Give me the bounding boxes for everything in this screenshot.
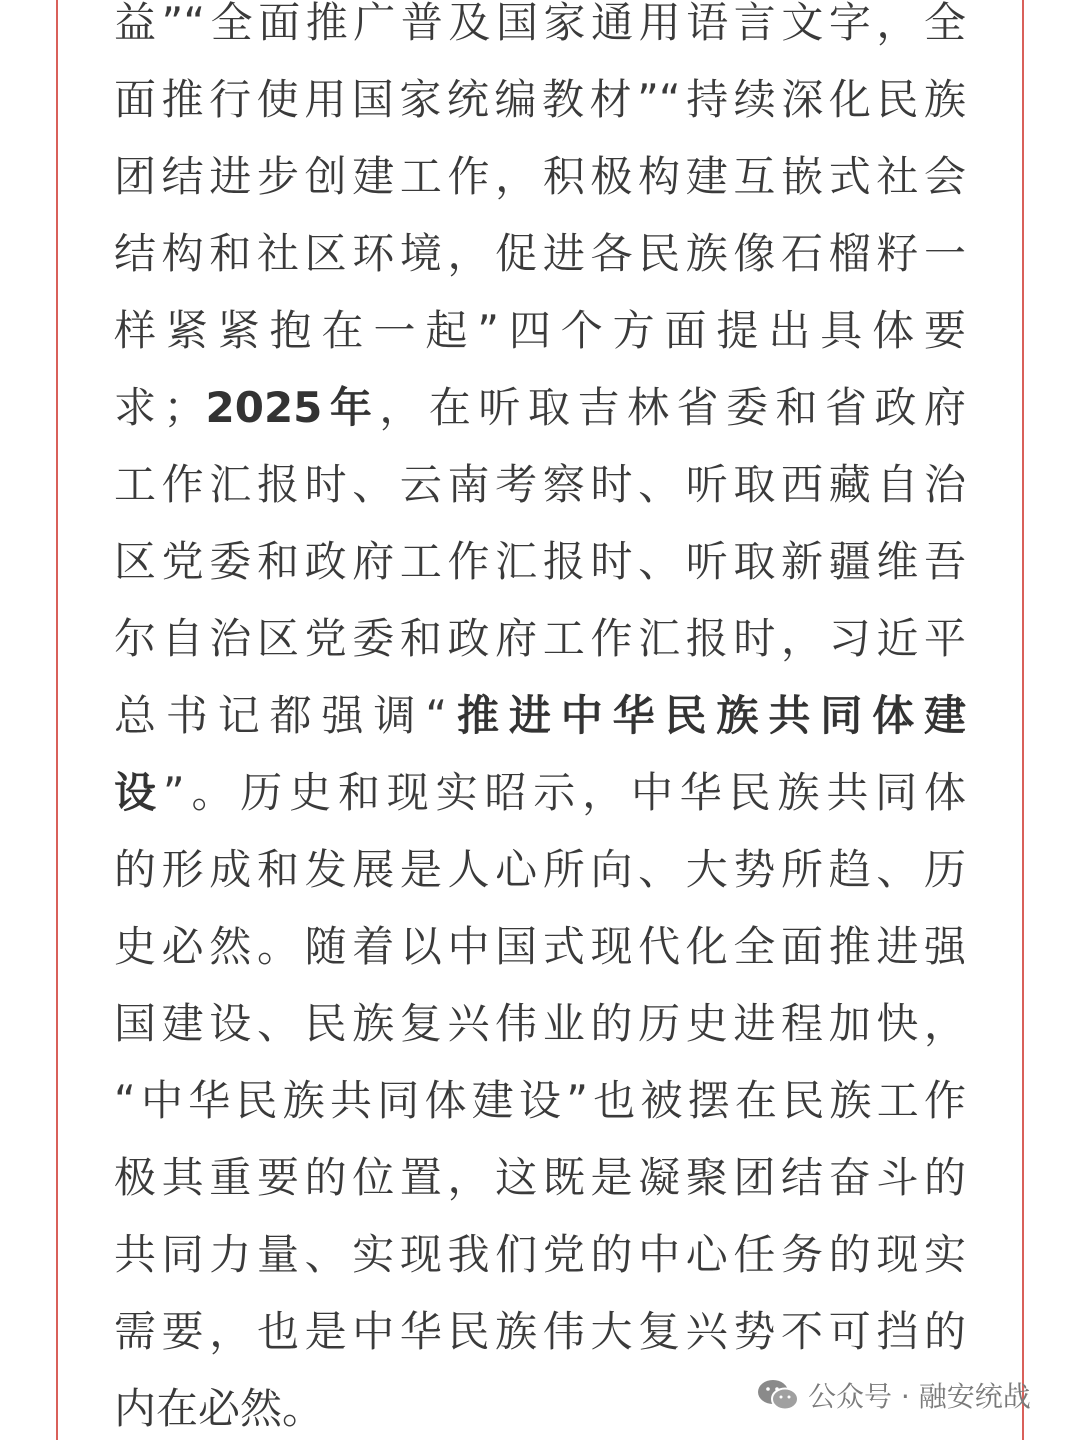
text-segment: 面推行使用国家统编教材”“持续深化民族 bbox=[114, 75, 966, 124]
text-line bbox=[114, 1139, 966, 1216]
text-segment: 区党委和政府工作汇报时、听取新疆维吾 bbox=[114, 537, 966, 586]
wechat-watermark bbox=[756, 1370, 1031, 1420]
bold-phrase: 推进中华民族共同体建 bbox=[447, 691, 966, 740]
text-line bbox=[114, 908, 966, 985]
text-line bbox=[114, 600, 966, 677]
text-segment: 史必然。随着以中国式现代化全面推进强 bbox=[114, 922, 966, 971]
text-segment: 内在必然。 bbox=[114, 1384, 325, 1433]
text-segment: 尔自治区党委和政府工作汇报时，习近平 bbox=[114, 614, 966, 663]
text-line bbox=[114, 677, 966, 754]
text-line bbox=[114, 138, 966, 215]
text-segment: 的形成和发展是人心所向、大势所趋、历 bbox=[114, 845, 966, 894]
text-segment: 结构和社区环境，促进各民族像石榴籽一 bbox=[114, 229, 966, 278]
text-segment: 国建设、民族复兴伟业的历史进程加快， bbox=[114, 999, 966, 1048]
text-line bbox=[114, 446, 966, 523]
text-segment: ”。历史和现实昭示，中华民族共同体 bbox=[162, 768, 966, 817]
text-line bbox=[114, 985, 966, 1062]
text-line bbox=[114, 754, 966, 831]
text-line bbox=[114, 831, 966, 908]
bold-phrase: 设 bbox=[114, 768, 163, 817]
text-segment: 求； bbox=[114, 383, 206, 432]
text-line bbox=[114, 1293, 966, 1370]
text-segment: 共同力量、实现我们党的中心任务的现实 bbox=[114, 1230, 966, 1279]
text-segment: 团结进步创建工作，积极构建互嵌式社会 bbox=[114, 152, 966, 201]
text-segment: ，在听取吉林省委和省政府 bbox=[379, 383, 966, 432]
article-body bbox=[114, 0, 966, 1447]
text-line bbox=[114, 0, 966, 61]
text-segment: 需要，也是中华民族伟大复兴势不可挡的 bbox=[114, 1307, 966, 1356]
text-line bbox=[114, 61, 966, 138]
text-segment: 总书记都强调“ bbox=[114, 691, 448, 740]
text-line bbox=[114, 1062, 966, 1139]
text-segment: 极其重要的位置，这既是凝聚团结奋斗的 bbox=[114, 1153, 966, 1202]
text-line bbox=[114, 215, 966, 292]
watermark-text: 公众号 · 融安统战 bbox=[808, 1380, 1031, 1413]
text-line bbox=[114, 523, 966, 600]
text-line bbox=[114, 1216, 966, 1293]
text-segment: 工作汇报时、云南考察时、听取西藏自治 bbox=[114, 460, 966, 509]
wechat-icon bbox=[756, 1377, 800, 1413]
text-line bbox=[114, 292, 966, 369]
text-segment: 益”“全面推广普及国家通用语言文字，全 bbox=[114, 0, 966, 47]
right-border-line bbox=[1022, 0, 1024, 1440]
text-segment: 样紧紧抱在一起”四个方面提出具体要 bbox=[114, 306, 966, 355]
left-border-line bbox=[56, 0, 58, 1440]
text-segment: “中华民族共同体建设”也被摆在民族工作 bbox=[114, 1076, 966, 1125]
text-line bbox=[114, 369, 966, 446]
bold-year: 2025年 bbox=[205, 383, 380, 432]
